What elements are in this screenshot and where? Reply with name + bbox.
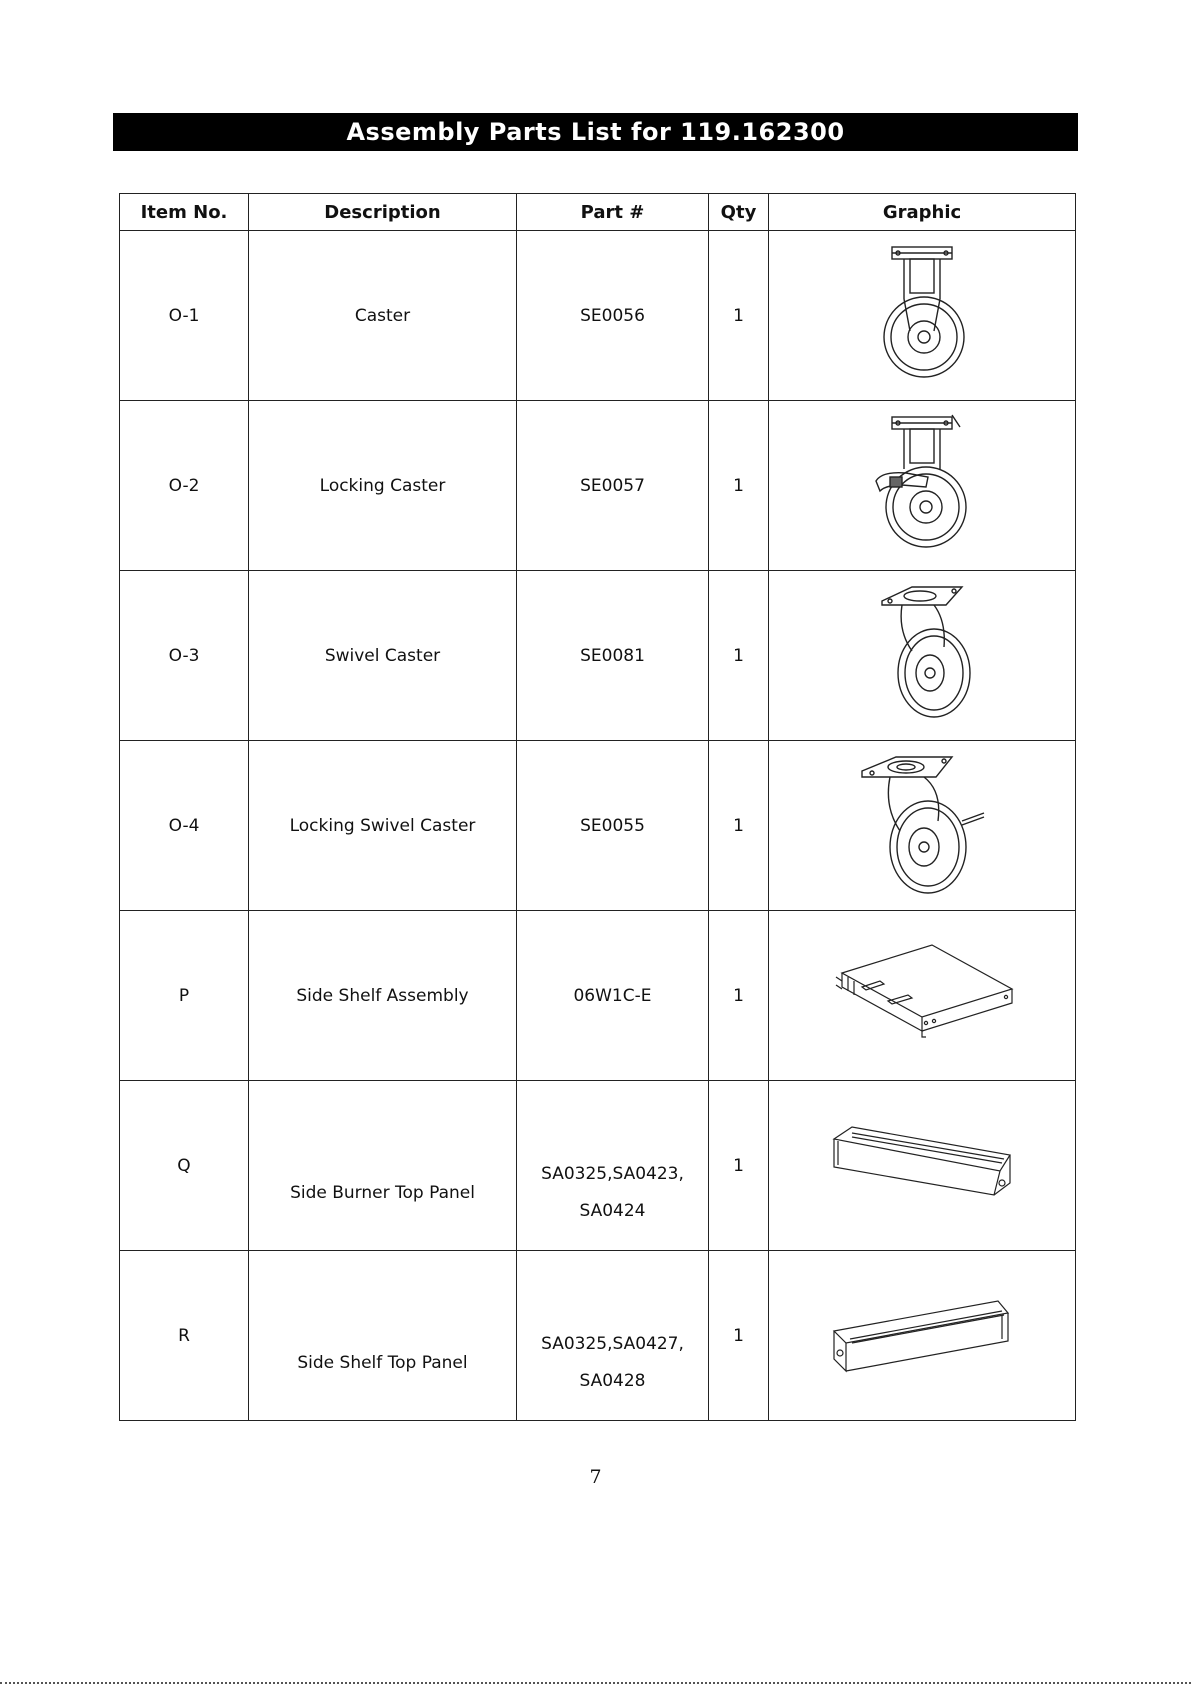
table-row — [120, 1251, 1076, 1421]
table-row — [120, 1081, 1076, 1251]
part-description-text: Side Shelf Top Panel — [297, 1352, 468, 1373]
part-number — [517, 1251, 709, 1421]
part-description: Swivel Caster — [249, 571, 517, 741]
quantity: 1 — [709, 401, 769, 571]
side-burner-top-panel-icon — [822, 1121, 1022, 1211]
graphic-cell — [769, 741, 1076, 911]
item-number: O-2 — [120, 401, 249, 571]
part-number-line-1: SA0325,SA0427, — [541, 1333, 684, 1354]
graphic-cell — [769, 401, 1076, 571]
part-description: Side Shelf Assembly — [249, 911, 517, 1081]
table-row — [120, 911, 1076, 1081]
side-shelf-assembly-icon — [822, 941, 1022, 1051]
table-header-row — [120, 194, 1076, 231]
part-number: SE0081 — [517, 571, 709, 741]
item-number: Q — [120, 1081, 249, 1251]
table-row — [120, 741, 1076, 911]
part-number: 06W1C-E — [517, 911, 709, 1081]
part-number-line-2: SA0428 — [579, 1370, 646, 1391]
quantity: 1 — [709, 1081, 769, 1251]
table-row — [120, 571, 1076, 741]
graphic-cell — [769, 571, 1076, 741]
quantity: 1 — [709, 741, 769, 911]
part-number: SE0057 — [517, 401, 709, 571]
page-number: 7 — [589, 1466, 602, 1488]
column-header-part: Part # — [517, 194, 709, 231]
parts-table — [119, 193, 1076, 1421]
item-number: O-4 — [120, 741, 249, 911]
item-number: O-3 — [120, 571, 249, 741]
column-header-qty: Qty — [709, 194, 769, 231]
part-description-text: Side Burner Top Panel — [290, 1182, 475, 1203]
column-header-item: Item No. — [120, 194, 249, 231]
swivel-caster-icon — [862, 581, 982, 731]
item-number: R — [120, 1251, 249, 1421]
quantity: 1 — [709, 571, 769, 741]
part-number: SE0056 — [517, 231, 709, 401]
part-number: SE0055 — [517, 741, 709, 911]
part-description: Locking Caster — [249, 401, 517, 571]
page-bottom-divider — [0, 1682, 1191, 1684]
part-number — [517, 1081, 709, 1251]
quantity: 1 — [709, 231, 769, 401]
graphic-cell — [769, 1251, 1076, 1421]
graphic-cell — [769, 1081, 1076, 1251]
graphic-cell — [769, 231, 1076, 401]
item-number: P — [120, 911, 249, 1081]
side-shelf-top-panel-icon — [822, 1291, 1022, 1381]
part-number-line-1: SA0325,SA0423, — [541, 1163, 684, 1184]
caster-icon — [862, 241, 982, 391]
table-row — [120, 401, 1076, 571]
locking-caster-icon — [862, 411, 982, 561]
quantity: 1 — [709, 1251, 769, 1421]
part-description — [249, 1081, 517, 1251]
column-header-description: Description — [249, 194, 517, 231]
part-number-line-2: SA0424 — [579, 1200, 646, 1221]
quantity: 1 — [709, 911, 769, 1081]
column-header-graphic: Graphic — [769, 194, 1076, 231]
part-description: Caster — [249, 231, 517, 401]
locking-swivel-caster-icon — [852, 751, 992, 901]
graphic-cell — [769, 911, 1076, 1081]
page-title: Assembly Parts List for 119.162300 — [113, 113, 1078, 151]
part-description: Locking Swivel Caster — [249, 741, 517, 911]
item-number: O-1 — [120, 231, 249, 401]
table-row — [120, 231, 1076, 401]
part-description — [249, 1251, 517, 1421]
